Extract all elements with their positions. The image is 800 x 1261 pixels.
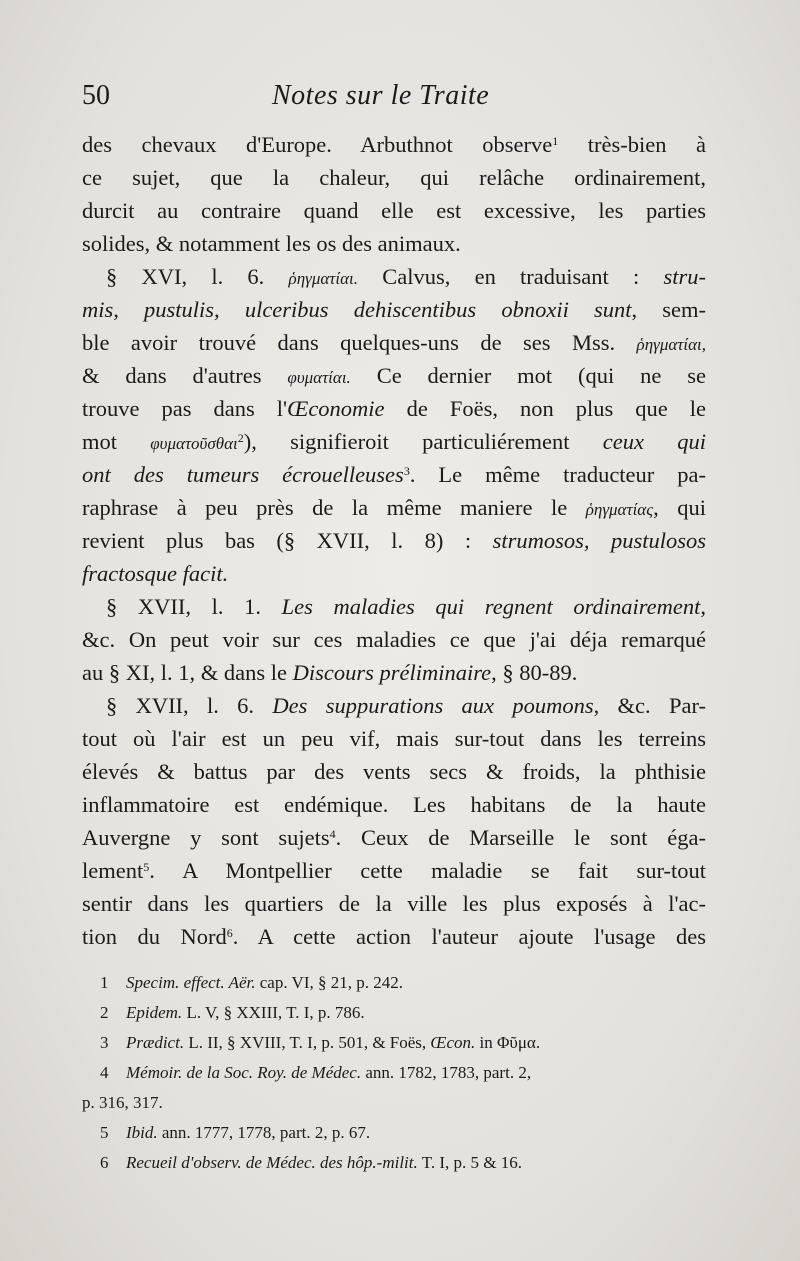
- text-line: mis, pustulis, ulceribus dehiscentibus obnoxii sunt, sem-: [82, 297, 706, 322]
- text-line: tion du Nord$^6$. A cette action l'auteur ajoute l'usage des: [82, 924, 707, 949]
- footnote-ref: 5: [143, 860, 150, 874]
- text-line: mot φυματοῦσθαι$^2$), signifieroit particuliérement ceux qui: [82, 429, 707, 454]
- text-line: tout où l'air est un peu vif, mais sur-tout dans les terreins: [82, 726, 706, 751]
- footnote-continuation: p. 316, 317.: [82, 1093, 163, 1112]
- text-line: trouve pas dans l'Œconomie de Foës, non plus que le: [82, 396, 706, 421]
- footnote-ref: 3: [403, 464, 410, 478]
- page-header: [82, 80, 710, 124]
- text-line: &c. On peut voir sur ces maladies ce que j'ai déja remarqué: [82, 627, 706, 652]
- footnote: 3 Prædict. L. II, § XVIII, T. I, p. 501, & Foës, Œcon. in Φῦμα.: [100, 1033, 541, 1052]
- text-line: inflammatoire est endémique. Les habitans de la haute: [82, 792, 706, 817]
- text-line: ont des tumeurs écrouelleuses$^3$. Le même traducteur pa-: [82, 462, 706, 487]
- text-line: ble avoir trouvé dans quelques-uns de ses Mss. ῥηγματίαι,: [82, 330, 706, 355]
- page-number: 50: [82, 80, 110, 111]
- footnote: 6 Recueil d'observ. de Médec. des hôp.-milit. T. I, p. 5 & 16.: [100, 1153, 522, 1172]
- text-line: sentir dans les quartiers de la ville les plus exposés à l'ac-: [82, 891, 706, 916]
- footnote-ref: 1: [552, 134, 559, 148]
- footnote: 2 Epidem. L. V, § XXIII, T. I, p. 786.: [100, 1003, 365, 1022]
- text-line: Auvergne y sont sujets$^4$. Ceux de Marseille le sont éga-: [82, 825, 706, 850]
- footnote-ref: 2: [237, 431, 244, 445]
- text-line: & dans d'autres φυματίαι. Ce dernier mot (qui ne se: [82, 363, 707, 388]
- text-line: raphrase à peu près de la même maniere le ῥηγματίας, qui: [82, 495, 706, 520]
- text-line: § XVII, l. 1. Les maladies qui regnent ordinairement,: [106, 594, 707, 619]
- text-line: § XVII, l. 6. Des suppurations aux poumons, &c. Par-: [106, 693, 706, 718]
- footnote-ref: 6: [226, 926, 233, 940]
- main-text: [82, 128, 706, 953]
- text-line: durcit au contraire quand elle est excessive, les parties: [82, 198, 706, 223]
- text-line: revient plus bas (§ XVII, l. 8) : strumosos, pustulosos: [82, 528, 707, 553]
- footnotes: [82, 968, 706, 1178]
- text-line: élevés & battus par des vents secs & froids, la phthisie: [82, 759, 706, 784]
- running-title: Notes sur le Traite: [272, 80, 490, 111]
- text-line: solides, & notamment les os des animaux.: [82, 231, 461, 256]
- text-line: des chevaux d'Europe. Arbuthnot observe$^1$ très-bien à: [82, 132, 706, 157]
- text-line: ce sujet, que la chaleur, qui relâche ordinairement,: [82, 165, 706, 190]
- text-line: § XVI, l. 6. ῥηγματίαι. Calvus, en traduisant : stru-: [106, 264, 707, 289]
- footnote: 4 Mémoir. de la Soc. Roy. de Médec. ann. 1782, 1783, part. 2,: [100, 1063, 532, 1082]
- footnote: 1 Specim. effect. Aër. cap. VI, § 21, p. 242.: [100, 973, 403, 992]
- text-line: au § XI, l. 1, & dans le Discours préliminaire, § 80-89.: [82, 660, 578, 685]
- footnote: 5 Ibid. ann. 1777, 1778, part. 2, p. 67.: [100, 1123, 371, 1142]
- text-line: lement$^5$. A Montpellier cette maladie se fait sur-tout: [82, 858, 706, 883]
- text-line: fractosque facit.: [82, 561, 229, 586]
- footnote-ref: 4: [329, 827, 336, 841]
